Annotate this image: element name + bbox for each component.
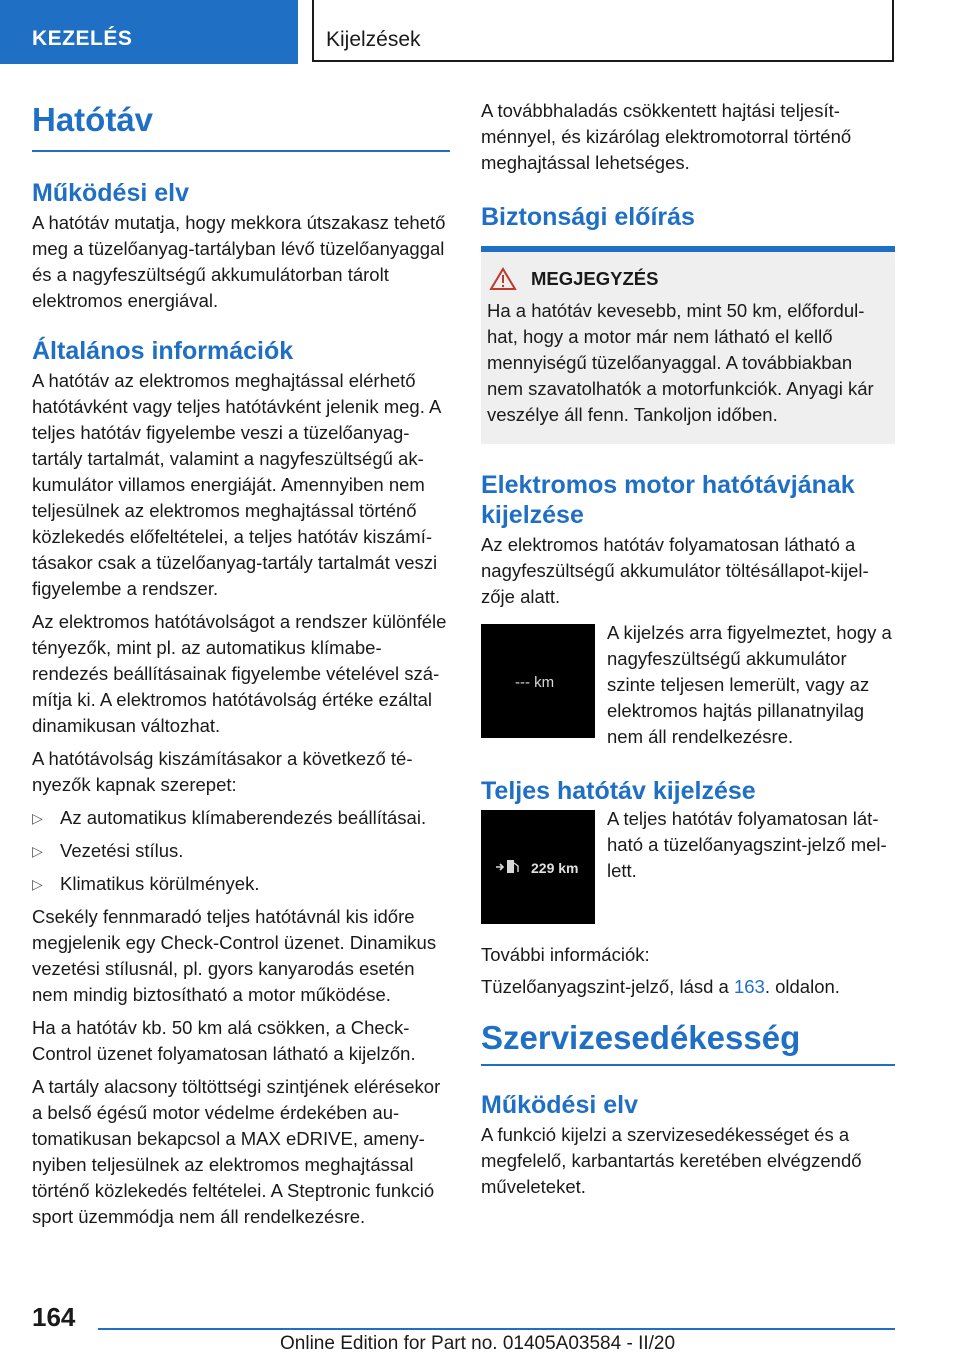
- warning-triangle-icon: [489, 267, 517, 291]
- working-text: A hatótáv mutatja, hogy mekkora útszakasz tehető meg a tüzelőanyag-tartályban lévő tüzelőanyaggal és a nagyfeszültségű akkumulátorban tárolt elektromos energiával.: [32, 212, 446, 311]
- note-title-row: [487, 266, 885, 292]
- display1-block: [481, 620, 895, 766]
- page-title: Hatótáv: [32, 101, 154, 138]
- service-text: A funkció kijelzi a szervizesedékességet és a megfelelő, karbantartás keretében elvégzendő műveleteket.: [481, 1124, 862, 1197]
- header-chapter-label: Kijelzések: [326, 28, 421, 51]
- total-range-display-text: 229 km: [531, 860, 579, 876]
- note-box: [481, 252, 895, 444]
- list-item: [32, 805, 450, 831]
- intro-text: A továbbhaladás csökkentett hajtási teljesítménnyel, és kizárólag elektromotorral történő meghajtással lehetséges.: [481, 100, 852, 173]
- range-display-image: [481, 624, 595, 738]
- total-range-display-image: [481, 810, 595, 924]
- bullet-triangle-icon: ▷: [32, 876, 43, 892]
- right-column: [481, 98, 895, 1200]
- page-number: 164: [32, 1302, 76, 1332]
- note-title: MEGJEGYZÉS: [531, 268, 659, 289]
- display1-description: A kijelzés arra figyelmeztet, hogy a nagyfeszültségű akkumulátor szinte teljesen lemerült, vagy az elektromos hajtás pillanatnyilag nem áll rendelkezésre.: [607, 622, 892, 747]
- general-paragraph: Az elektromos hatótávolságot a rendszer különféle tényezők, mint pl. az automatikus klímaberendezés beállításainak figyelembe vételével számítja ki. A elektromos hatótávolság értéke ezáltal dinamikusan változhat.: [32, 611, 447, 736]
- header-section-tab: [0, 0, 298, 64]
- range-display-text: --- km: [515, 674, 555, 691]
- bullet-triangle-icon: ▷: [32, 810, 43, 826]
- list-item: [32, 838, 450, 864]
- more-info-label: További információk:: [481, 944, 650, 965]
- bullet-triangle-icon: ▷: [32, 843, 43, 859]
- page-reference-link[interactable]: 163: [733, 976, 765, 997]
- general-heading: Általános információk: [32, 337, 294, 365]
- list-item-text: Vezetési stílus.: [60, 840, 184, 861]
- header-chapter-box: [312, 0, 894, 62]
- general-paragraph: A hatótávolság kiszámításakor a következő tényezők kapnak szerepet:: [32, 748, 413, 795]
- cross-reference-suffix: . oldalon.: [764, 976, 840, 997]
- fuel-pump-icon: [495, 858, 523, 876]
- cross-reference: [481, 974, 895, 1000]
- general-paragraph: A hatótáv az elektromos meghajtással elérhető hatótávként vagy teljes hatótávként jelenik meg. A teljes hatótáv figyelembe veszi a tüzelőanyagtartály tartalmát, valamint a nagyfeszültségű akkumulátor villamos energiáját. Amennyiben nem teljesülnek az elektromos meghajtással történő közlekedés előfeltételei, a teljes hatótáv kiszámításakor csak a tüzelőanyag-tartály tartalmát veszi figyelembe a rendszer.: [32, 370, 441, 599]
- list-item: [32, 871, 450, 897]
- total-range-heading: Teljes hatótáv kijelzése: [481, 777, 756, 805]
- header-section-label: KEZELÉS: [32, 27, 133, 50]
- service-title-rule: [481, 1018, 895, 1066]
- cross-reference-prefix: Tüzelőanyagszint-jelző, lásd a: [481, 976, 734, 997]
- electric-range-text: Az elektromos hatótáv folyamatosan látható a nagyfeszültségű akkumulátor töltésállapot-kijelzője alatt.: [481, 534, 869, 607]
- general-paragraph: Csekély fennmaradó teljes hatótávnál kis időre megjelenik egy Check-Control üzenet. Dinamikus vezetési stílusnál, pl. gyors kanyarodás esetén nem mindig biztosítható a motor működése.: [32, 906, 437, 1005]
- note-text: Ha a hatótáv kevesebb, mint 50 km, előfordulhat, hogy a motor már nem látható el kellő mennyiségű tüzelőanyaggal. A továbbiakban nem szavatolhatók a motorfunkciók. Anyagi kár veszélye áll fenn. Tankoljon időben.: [487, 300, 874, 425]
- safety-heading: Biztonsági előírás: [481, 203, 695, 231]
- display2-description: A teljes hatótáv folyamatosan látható a tüzelőanyagszint-jelző mellett.: [607, 808, 887, 881]
- working-heading: Működési elv: [32, 179, 189, 207]
- edition-text: Online Edition for Part no. 01405A03584 - II/20: [280, 1333, 676, 1354]
- display2-block: [481, 810, 895, 934]
- service-title: Szervizesedékesség: [481, 1019, 801, 1056]
- list-item-text: Az automatikus klímaberendezés beállításai.: [60, 807, 427, 828]
- general-paragraph: Ha a hatótáv kb. 50 km alá csökken, a Check-Control üzenet folyamatosan látható a kijelzőn.: [32, 1017, 416, 1064]
- left-column: [32, 100, 450, 1230]
- service-working-heading: Működési elv: [481, 1091, 638, 1119]
- footer-rule: [98, 1328, 895, 1330]
- general-paragraph: A tartály alacsony töltöttségi szintjének elérésekor a belső égésű motor védelme érdekében automatikusan bekapcsol a MAX eDRIVE, amenynyiben teljesülnek az elektromos meghajtással történő közlekedés feltételei. A Steptronic funkció sport üzemmódja nem áll rendelkezésre.: [32, 1076, 441, 1227]
- electric-range-heading: Elektromos motor hatótávjának kijelzése: [481, 471, 855, 529]
- list-item-text: Klimatikus körülmények.: [60, 873, 260, 894]
- title-rule: [32, 100, 450, 152]
